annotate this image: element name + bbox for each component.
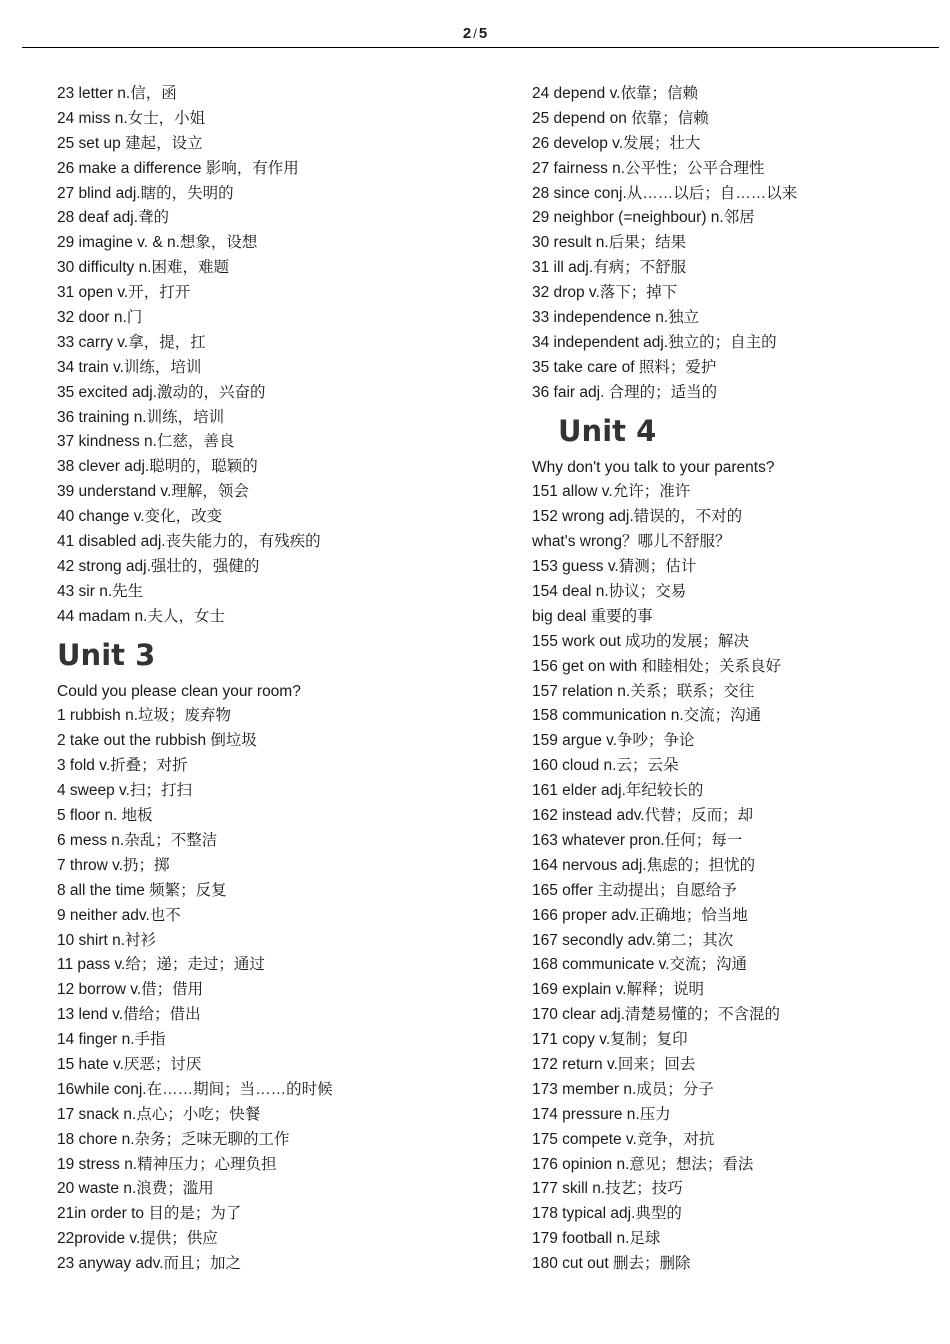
vocab-entry: 32 drop v.落下；掉下 <box>532 284 678 302</box>
vocab-entry: 176 opinion n.意见；想法；看法 <box>532 1155 754 1173</box>
vocab-entry: 18 chore n.杂务；乏味无聊的工作 <box>57 1130 290 1148</box>
vocab-entry: 173 member n.成员；分子 <box>532 1080 714 1098</box>
vocab-entry: 164 nervous adj.焦虑的；担忧的 <box>532 856 756 874</box>
page-number <box>0 24 950 44</box>
vocab-entry: 28 deaf adj.聋的 <box>57 209 170 227</box>
vocab-entry: 42 strong adj.强壮的，强健的 <box>57 557 260 575</box>
vocab-entry: 15 hate v.厌恶；讨厌 <box>57 1055 202 1073</box>
vocab-entry: 36 fair adj. 合理的；适当的 <box>532 383 718 401</box>
vocab-entry: 4 sweep v.扫；打扫 <box>57 782 192 800</box>
vocab-entry: 167 secondly adv.第二；其次 <box>532 931 734 949</box>
vocab-entry: 166 proper adv.正确地；恰当地 <box>532 906 748 924</box>
vocab-entry: 14 finger n.手指 <box>57 1031 166 1049</box>
unit-3-heading: Unit 3 <box>57 637 156 672</box>
vocab-entry: 44 madam n.夫人，女士 <box>57 607 225 625</box>
header-divider <box>22 47 939 48</box>
vocab-entry: 33 carry v.拿，提，扛 <box>57 333 206 351</box>
vocab-entry: 152 wrong adj.错误的，不对的 <box>532 508 743 526</box>
vocab-entry: Why don't you talk to your parents? <box>532 458 775 476</box>
vocab-entry: 16while conj.在……期间；当……的时候 <box>57 1080 333 1098</box>
vocab-entry: 154 deal n.协议；交易 <box>532 583 687 601</box>
vocab-entry: 169 explain v.解释；说明 <box>532 981 704 999</box>
vocab-entry: 155 work out 成功的发展；解决 <box>532 632 750 650</box>
vocab-entry: 11 pass v.给；递；走过；通过 <box>57 956 265 974</box>
vocab-entry: 21in order to 目的是；为了 <box>57 1205 242 1223</box>
vocab-entry: 19 stress n.精神压力；心理负担 <box>57 1155 277 1173</box>
vocab-entry: what's wrong？哪儿不舒服？ <box>532 533 731 551</box>
vocab-entry: 156 get on with 和睦相处；关系良好 <box>532 657 781 675</box>
vocab-entry: 27 blind adj.瞎的，失明的 <box>57 184 234 202</box>
vocab-entry: 29 neighbor (=neighbour) n.邻居 <box>532 209 755 227</box>
vocab-entry: 33 independence n.独立 <box>532 309 700 327</box>
vocab-entry: 34 train v.训练，培训 <box>57 358 202 376</box>
vocab-entry: 26 develop v.发展；壮大 <box>532 134 701 152</box>
vocab-entry: 180 cut out 删去；删除 <box>532 1255 691 1273</box>
vocab-entry: 175 compete v.竞争，对抗 <box>532 1130 715 1148</box>
unit-4-vocab-list <box>532 456 932 1277</box>
vocab-entry: 171 copy v.复制；复印 <box>532 1031 688 1049</box>
vocab-entry: 172 return v.回来；回去 <box>532 1055 696 1073</box>
vocab-entry: 177 skill n.技艺；技巧 <box>532 1180 683 1198</box>
vocab-entry: 41 disabled adj.丧失能力的，有残疾的 <box>57 533 321 551</box>
vocab-entry: 17 snack n.点心；小吃；快餐 <box>57 1105 261 1123</box>
vocab-entry: 168 communicate v.交流；沟通 <box>532 956 748 974</box>
vocab-entry: 153 guess v.猜测；估计 <box>532 558 697 576</box>
vocab-entry: 22provide v.提供；供应 <box>57 1230 218 1248</box>
total-pages-number: 5 <box>478 25 488 42</box>
vocab-entry: 9 neither adv.也不 <box>57 906 181 924</box>
vocab-entry: 178 typical adj.典型的 <box>532 1205 682 1223</box>
vocab-entry: 36 training n.训练，培训 <box>57 408 225 426</box>
vocab-entry: 32 door n.门 <box>57 309 143 327</box>
vocab-entry: 30 difficulty n.困难，难题 <box>57 259 229 277</box>
vocab-entry: 163 whatever pron.任何；每一 <box>532 831 743 849</box>
vocab-entry: 31 ill adj.有病；不舒服 <box>532 259 687 277</box>
vocab-entry: Could you please clean your room? <box>57 682 301 700</box>
vocab-entry: 157 relation n.关系；联系；交往 <box>532 682 755 700</box>
vocab-entry: 8 all the time 频繁；反复 <box>57 881 227 899</box>
vocab-entry: 151 allow v.允许；准许 <box>532 483 691 501</box>
vocab-entry: 170 clear adj.清楚易懂的；不含混的 <box>532 1006 781 1024</box>
vocab-entry: 24 miss n.女士，小姐 <box>57 109 206 127</box>
vocab-entry: 24 depend v.依靠；信赖 <box>532 85 698 102</box>
left-column <box>57 82 497 1277</box>
vocab-entry: 2 take out the rubbish 倒垃圾 <box>57 732 257 750</box>
vocab-list-continued <box>57 82 497 630</box>
vocab-entry: 3 fold v.折叠；对折 <box>57 757 188 775</box>
vocab-entry: 31 open v.开，打开 <box>57 284 191 302</box>
vocab-entry: 29 imagine v. & n.想象，设想 <box>57 234 258 252</box>
vocab-entry: 6 mess n.杂乱；不整洁 <box>57 831 218 849</box>
vocab-entry: 10 shirt n.衬衫 <box>57 931 157 949</box>
current-page-number: 2 <box>462 25 472 42</box>
vocab-entry: 43 sir n.先生 <box>57 582 144 600</box>
vocab-entry: 13 lend v.借给；借出 <box>57 1006 201 1024</box>
unit-4-heading: Unit 4 <box>558 413 657 448</box>
vocab-entry: 27 fairness n.公平性；公平合理性 <box>532 159 765 177</box>
vocab-entry: 160 cloud n.云；云朵 <box>532 757 679 775</box>
vocab-entry: 37 kindness n.仁慈，善良 <box>57 433 235 451</box>
vocab-entry: 34 independent adj.独立的；自主的 <box>532 333 777 351</box>
vocab-entry: 35 excited adj.激动的，兴奋的 <box>57 383 266 401</box>
vocab-entry: 38 clever adj.聪明的，聪颖的 <box>57 458 258 476</box>
vocab-entry: 174 pressure n.压力 <box>532 1105 671 1123</box>
vocab-entry: 179 football n.足球 <box>532 1230 661 1248</box>
vocab-entry: big deal 重要的事 <box>532 607 653 625</box>
vocab-entry: 161 elder adj.年纪较长的 <box>532 782 704 800</box>
vocab-entry: 35 take care of 照料；爱护 <box>532 358 717 376</box>
vocab-entry: 26 make a difference 影响，有作用 <box>57 159 299 177</box>
vocab-entry: 20 waste n.浪费；滥用 <box>57 1180 214 1198</box>
vocab-entry: 158 communication n.交流；沟通 <box>532 707 762 725</box>
vocab-entry: 7 throw v.扔；掷 <box>57 856 170 874</box>
vocab-entry: 165 offer 主动提出；自愿给予 <box>532 881 737 899</box>
vocab-entry: 39 understand v.理解，领会 <box>57 483 249 501</box>
vocab-entry: 1 rubbish n.垃圾；废弃物 <box>57 707 231 725</box>
vocab-entry: 23 letter n.信，函 <box>57 85 177 102</box>
page-separator: / <box>473 26 477 41</box>
vocab-list-continued <box>532 82 932 406</box>
vocab-entry: 23 anyway adv.而且；加之 <box>57 1255 242 1273</box>
vocab-entry: 30 result n.后果；结果 <box>532 234 687 252</box>
vocab-entry: 162 instead adv.代替；反而；却 <box>532 807 754 825</box>
vocab-entry: 159 argue v.争吵；争论 <box>532 732 695 750</box>
vocab-entry: 5 floor n. 地板 <box>57 807 153 825</box>
unit-3-vocab-list <box>57 680 497 1277</box>
vocab-entry: 40 change v.变化，改变 <box>57 508 223 526</box>
vocab-entry: 28 since conj.从……以后；自……以来 <box>532 184 798 202</box>
right-column <box>532 82 932 1277</box>
vocab-entry: 25 depend on 依靠；信赖 <box>532 109 709 127</box>
vocab-entry: 12 borrow v.借；借用 <box>57 981 204 999</box>
vocab-entry: 25 set up 建起，设立 <box>57 134 203 152</box>
